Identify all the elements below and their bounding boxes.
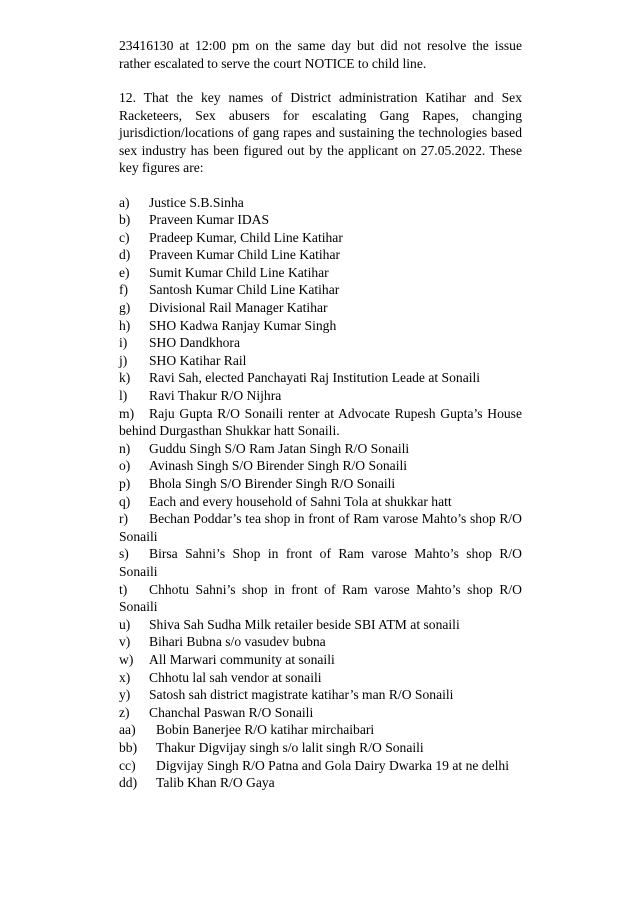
list-item-text: Bobin Banerjee R/O katihar mirchaibari bbox=[156, 722, 375, 738]
list-item-text: Shiva Sah Sudha Milk retailer beside SBI ATM at sonaili bbox=[149, 616, 460, 632]
list-item bbox=[119, 616, 522, 634]
list-item bbox=[119, 352, 522, 370]
list-item bbox=[119, 440, 522, 458]
list-item-marker: j) bbox=[119, 352, 128, 368]
list-item bbox=[119, 405, 522, 440]
list-item-marker: e) bbox=[119, 264, 130, 280]
list-item-text: Digvijay Singh R/O Patna and Gola Dairy Dwarka 19 at ne delhi bbox=[156, 757, 509, 773]
list-item-text: Sumit Kumar Child Line Katihar bbox=[149, 264, 329, 280]
list-item-marker: z) bbox=[119, 704, 130, 720]
list-item-text: Pradeep Kumar, Child Line Katihar bbox=[149, 229, 343, 245]
list-item-text: Bhola Singh S/O Birender Singh R/O Sonaili bbox=[149, 476, 396, 491]
list-item bbox=[119, 229, 522, 247]
list-item-text: Satosh sah district magistrate katihar’s man R/O Sonaili bbox=[149, 687, 454, 703]
list-item-marker: g) bbox=[119, 300, 131, 316]
list-item-marker: u) bbox=[119, 616, 131, 632]
list-item-marker: b) bbox=[119, 212, 131, 228]
list-item-marker: f) bbox=[119, 282, 129, 298]
list-item bbox=[119, 704, 522, 722]
list-item-marker: aa) bbox=[119, 722, 136, 738]
list-item bbox=[119, 669, 522, 687]
list-item-text: Guddu Singh S/O Ram Jatan Singh R/O Sonaili bbox=[149, 440, 410, 456]
list-item-text: SHO Dandkhora bbox=[149, 335, 240, 351]
list-item bbox=[119, 246, 522, 264]
list-item-text: Santosh Kumar Child Line Katihar bbox=[149, 282, 340, 298]
list-item-text: Avinash Singh S/O Birender Singh R/O Sonaili bbox=[149, 458, 408, 474]
list-item bbox=[119, 264, 522, 282]
document-page bbox=[119, 37, 522, 792]
paragraph-12: 12. That the key names of District administration Katihar and Sex Racketeers, Sex abusers for escalating Gang Rapes, changing jurisdiction/locations of gang rapes and sustaining the technologies based sex industry has been figured out by the applicant on 27.05.2022. These key figures are: bbox=[119, 90, 522, 175]
list-item bbox=[119, 757, 522, 775]
list-item-text: Raju Gupta R/O Sonaili renter at Advocate Rupesh Gupta’s House behind Durgasthan Shukkar hatt Sonaili. bbox=[119, 405, 522, 439]
list-item bbox=[119, 721, 522, 739]
list-item-marker: v) bbox=[119, 634, 131, 650]
list-item bbox=[119, 510, 522, 545]
list-item bbox=[119, 633, 522, 651]
list-item bbox=[119, 369, 522, 387]
list-item-marker: bb) bbox=[119, 739, 138, 755]
list-item-marker: w) bbox=[119, 651, 134, 667]
list-item-marker: cc) bbox=[119, 757, 136, 773]
list-item bbox=[119, 317, 522, 335]
list-item-text: Justice S.B.Sinha bbox=[149, 194, 244, 210]
list-item-text: Bechan Poddar’s tea shop in front of Ram varose Mahto’s shop R/O Sonaili bbox=[119, 511, 522, 544]
key-figures-list bbox=[119, 194, 522, 792]
list-item bbox=[119, 493, 522, 511]
list-item-marker: dd) bbox=[119, 775, 138, 791]
paragraph-continuation: 23416130 at 12:00 pm on the same day but did not resolve the issue rather escalated to serve the court NOTICE to child line. bbox=[119, 38, 522, 71]
list-item-marker: c) bbox=[119, 229, 130, 245]
list-item-marker: k) bbox=[119, 370, 131, 386]
list-item-text: SHO Katihar Rail bbox=[149, 352, 247, 368]
list-item-text: All Marwari community at sonaili bbox=[149, 651, 335, 667]
list-item bbox=[119, 545, 522, 580]
list-item bbox=[119, 194, 522, 212]
list-item-text: Thakur Digvijay singh s/o lalit singh R/O Sonaili bbox=[156, 739, 424, 755]
list-item bbox=[119, 581, 522, 616]
list-item bbox=[119, 211, 522, 229]
list-item-text: Ravi Thakur R/O Nijhra bbox=[149, 388, 282, 404]
list-item-text: Chhotu lal sah vendor at sonaili bbox=[149, 669, 322, 685]
list-item-text: Chhotu Sahni’s shop in front of Ram varose Mahto’s shop R/O Sonaili bbox=[119, 581, 522, 615]
list-item-marker: l) bbox=[119, 388, 128, 404]
list-item-text: Divisional Rail Manager Katihar bbox=[149, 300, 328, 316]
list-item bbox=[119, 387, 522, 405]
list-item-marker: i) bbox=[119, 335, 128, 351]
list-item-text: Chanchal Paswan R/O Sonaili bbox=[149, 704, 314, 720]
list-item bbox=[119, 457, 522, 475]
list-item bbox=[119, 774, 522, 792]
list-item bbox=[119, 281, 522, 299]
list-item-marker: h) bbox=[119, 317, 131, 333]
list-item-text: Praveen Kumar IDAS bbox=[149, 212, 270, 228]
list-item-marker: d) bbox=[119, 247, 131, 263]
list-item-marker: o) bbox=[119, 458, 131, 474]
list-item bbox=[119, 739, 522, 757]
list-item bbox=[119, 299, 522, 317]
list-item-marker: x) bbox=[119, 669, 131, 685]
list-item-text: Praveen Kumar Child Line Katihar bbox=[149, 247, 341, 263]
list-item-text: Ravi Sah, elected Panchayati Raj Institution Leade at Sonaili bbox=[149, 370, 481, 386]
list-item-text: Birsa Sahni’s Shop in front of Ram varose Mahto’s shop R/O Sonaili bbox=[119, 546, 522, 579]
list-item-marker: y) bbox=[119, 687, 131, 703]
list-item-marker: a) bbox=[119, 194, 130, 210]
list-item-marker: q) bbox=[119, 493, 131, 509]
list-item-marker: t) bbox=[119, 581, 128, 597]
list-item-text: Each and every household of Sahni Tola at shukkar hatt bbox=[149, 493, 452, 509]
list-item-marker: p) bbox=[119, 476, 131, 491]
list-item-text: SHO Kadwa Ranjay Kumar Singh bbox=[149, 317, 337, 333]
list-item-marker: n) bbox=[119, 440, 131, 456]
list-item bbox=[119, 475, 522, 493]
list-item-text: Talib Khan R/O Gaya bbox=[156, 775, 275, 791]
list-item-text: Bihari Bubna s/o vasudev bubna bbox=[149, 634, 326, 650]
list-item bbox=[119, 686, 522, 704]
list-item-marker: s) bbox=[119, 546, 129, 562]
list-item bbox=[119, 334, 522, 352]
list-item-marker: m) bbox=[119, 405, 135, 421]
list-item-marker: r) bbox=[119, 511, 129, 527]
list-item bbox=[119, 651, 522, 669]
